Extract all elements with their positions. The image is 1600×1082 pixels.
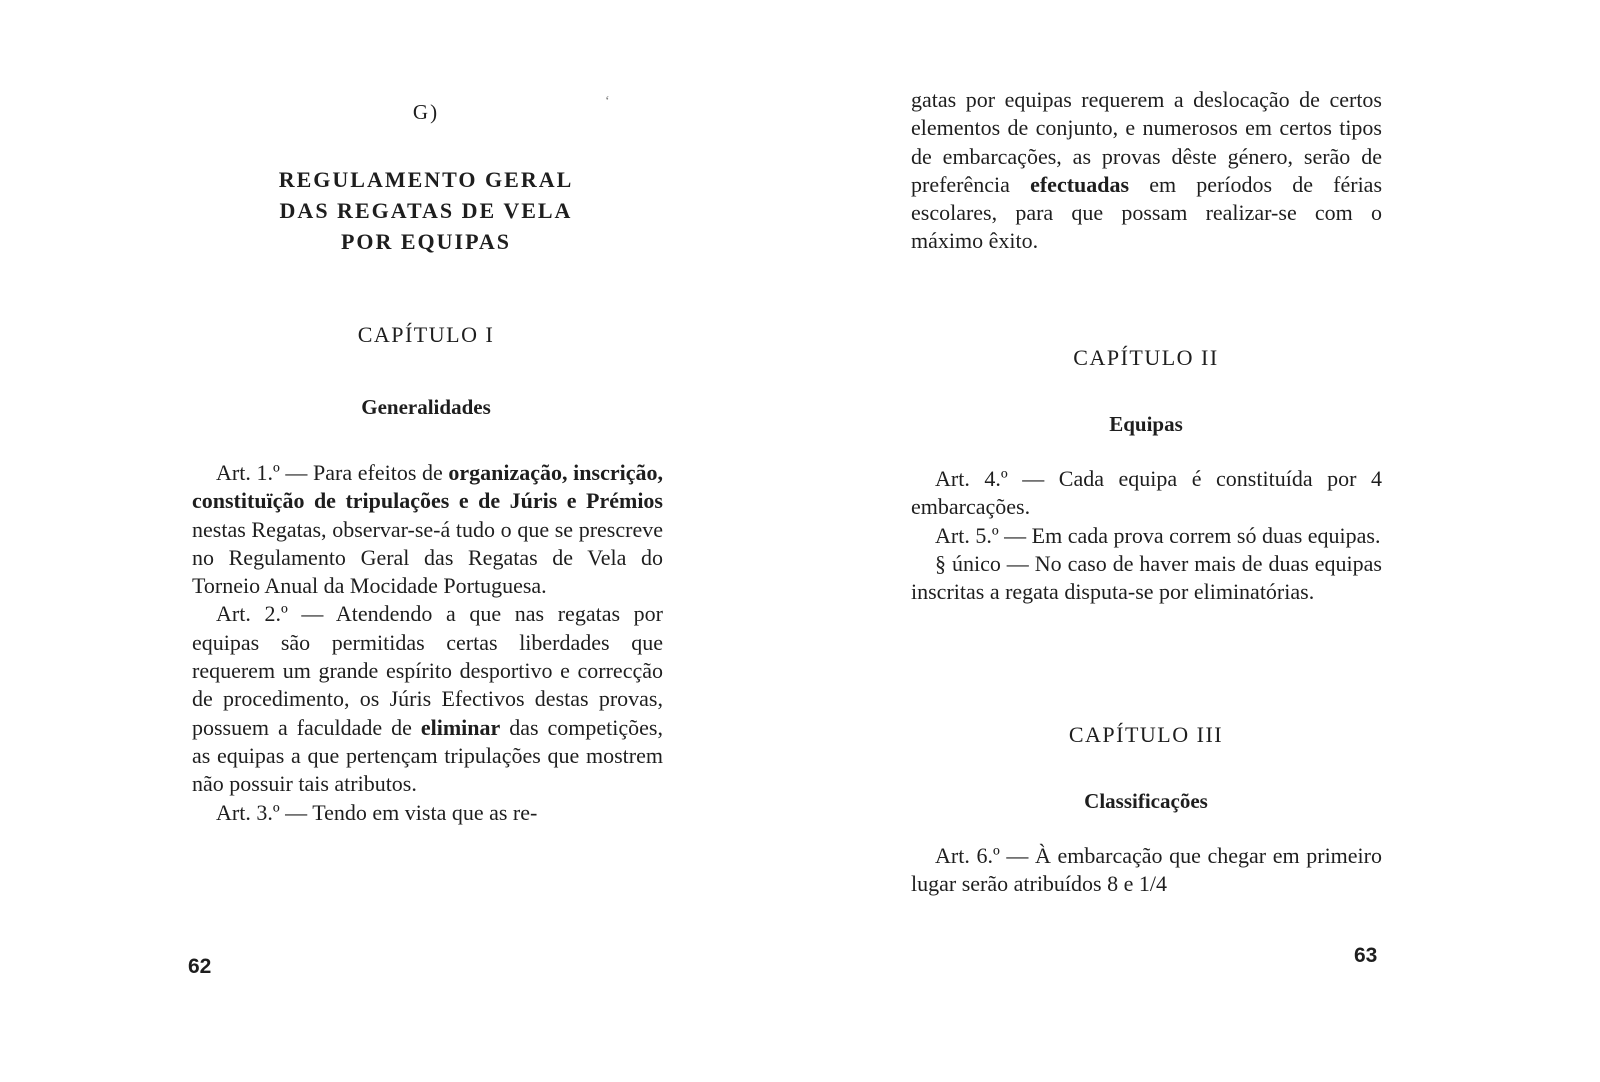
- right-body-top: [911, 86, 1382, 256]
- article-3-rest: em períodos de férias escolares, para que possam realizar-se com o máximo êxito.: [911, 171, 1383, 254]
- chapter-3-heading: CAPÍTULO III: [1068, 722, 1224, 747]
- article-2-rest: das competições, as equipas a que pertençam tripulações que mostrem não possuir tais atributos.: [192, 714, 663, 797]
- article-3-emphasis: efectuadas: [1030, 171, 1130, 197]
- article-3-continuation: [911, 86, 1382, 256]
- left-body-text: [192, 459, 663, 827]
- article-5: Art. 5.º — Em cada prova correm só duas equipas.: [935, 522, 1381, 548]
- article-1-rest: nestas Regatas, observar-se-á tudo o que se prescreve no Regulamento Geral das Regatas de Vela do Torneio Anual da Mocidade Portuguesa.: [192, 516, 663, 599]
- article-3-lead: gatas por equipas requerem a deslocação de certos elementos de conjunto, e numerosos em certos tipos de embarcações, as provas dêste género, serão de preferência: [911, 87, 1382, 197]
- title-line-1: REGULAMENTO GERAL: [278, 167, 574, 192]
- title-line-3: POR EQUIPAS: [340, 229, 512, 254]
- chapter-2-subtitle: Equipas: [1109, 412, 1183, 436]
- chapter-heading: CAPÍTULO I: [357, 322, 495, 347]
- page-title: [226, 164, 626, 257]
- right-body-bottom: [911, 842, 1382, 899]
- ink-speck: ʻ: [605, 94, 610, 109]
- article-1-lead: Art. 1.º — Para efeitos de: [216, 460, 449, 485]
- title-line-2: DAS REGATAS DE VELA: [279, 198, 573, 223]
- article-1: [192, 459, 663, 600]
- article-4: Art. 4.º — Cada equipa é constituída por 4 embarcações.: [911, 466, 1382, 520]
- right-page: [800, 0, 1600, 1082]
- right-body-middle: [911, 465, 1382, 606]
- paragraph-unico: § único — No caso de haver mais de duas equipas inscritas a regata disputa-se por eliminatórias.: [911, 550, 1382, 605]
- article-2-lead: Art. 2.º — Atendendo a que nas regatas por equipas são permitidas certas liberdades que requerem um grande espírito desportivo e correcção de procedimento, os Júris Efectivos destas provas, possuem a faculdade de: [192, 601, 663, 740]
- chapter-2-heading: CAPÍTULO II: [1073, 345, 1219, 370]
- article-1-emphasis: organização, inscrição, constituïção de tripulações e de Júris e Prémios: [192, 460, 663, 514]
- page-number: 62: [188, 955, 212, 978]
- article-2-emphasis: eliminar: [420, 714, 501, 740]
- chapter-subtitle: Generalidades: [361, 395, 491, 419]
- article-2: [192, 600, 663, 798]
- page-number: 63: [1354, 944, 1378, 967]
- chapter-3-subtitle: Classificações: [1084, 789, 1208, 813]
- article-3-start: Art. 3.º — Tendo em vista que as re-: [216, 799, 538, 825]
- section-label: G): [412, 100, 440, 124]
- article-6: Art. 6.º — À embarcação que chegar em primeiro lugar serão atribuídos 8 e 1/4: [911, 843, 1382, 897]
